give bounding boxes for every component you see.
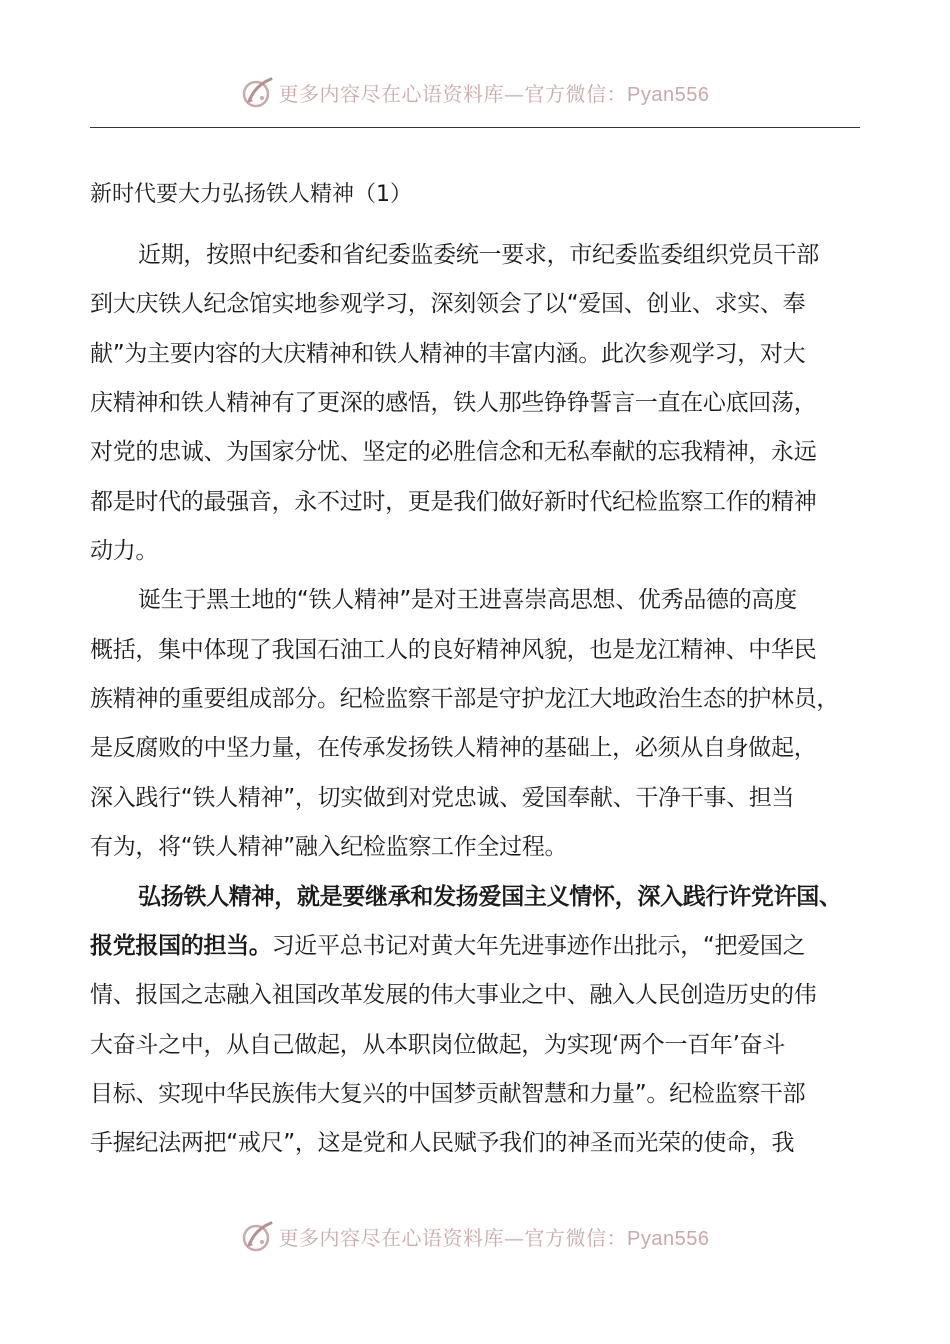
paragraph-2-line: 有为，将“铁人精神”融入纪检监察工作全过程。: [90, 834, 568, 860]
paragraph-1-line: 近期，按照中纪委和省纪委监委统一要求，市纪委监委组织党员干部: [138, 242, 820, 268]
watermark-text: 更多内容尽在心语资料库—官方微信：Pyan556: [278, 81, 710, 106]
paragraph-1-line: 到大庆铁人纪念馆实地参观学习，深刻领会了以“爱国、创业、求实、奉: [90, 291, 806, 317]
paragraph-1-line: 庆精神和铁人精神有了更深的感悟，铁人那些铮铮誓言一直在心底回荡，: [90, 390, 817, 416]
document-title: 新时代要大力弘扬铁人精神（1）: [90, 182, 412, 207]
header-divider: [90, 127, 860, 128]
footer-watermark: [0, 1214, 950, 1258]
bold-thesis: 弘扬铁人精神，就是要继承和发扬爱国主义情怀，深入践行许党许国、: [138, 884, 842, 910]
ink-brush-logo-icon: [241, 75, 275, 109]
paragraph-2-line: 族精神的重要组成部分。纪检监察干部是守护龙江大地政治生态的护林员，: [90, 686, 840, 712]
paragraph-3-text: 习近平总书记对黄大年先进事迹作出批示，“把爱国之: [271, 933, 806, 959]
paragraph-1-line: 都是时代的最强音，永不过时，更是我们做好新时代纪检监察工作的精神: [90, 489, 817, 515]
paragraph-2-line: 概括，集中体现了我国石油工人的良好精神风貌，也是龙江精神、中华民: [90, 637, 817, 663]
paragraph-3-line: [90, 928, 865, 964]
paragraph-1-line: 动力。: [90, 538, 159, 564]
watermark-text: 更多内容尽在心语资料库—官方微信：Pyan556: [278, 1225, 710, 1250]
paragraph-2-line: 诞生于黑土地的“铁人精神”是对王进喜崇高思想、优秀品德的高度: [138, 587, 797, 613]
paragraph-3-line: 目标、实现中华民族伟大复兴的中国梦贡献智慧和力量”。纪检监察干部: [90, 1081, 806, 1107]
header-watermark: [0, 70, 950, 114]
bold-thesis: 报党报国的担当。: [90, 933, 272, 959]
paragraph-3-line: [138, 879, 865, 915]
paragraph-1-line: 对党的忠诚、为国家分忧、坚定的必胜信念和无私奉献的忘我精神，永远: [90, 439, 817, 465]
paragraph-2-line: 是反腐败的中坚力量，在传承发扬铁人精神的基础上，必须从自身做起，: [90, 735, 817, 761]
watermark-account: Pyan556: [627, 1227, 710, 1250]
paragraph-2-line: 深入践行“铁人精神”，切实做到对党忠诚、爱国奉献、干净干事、担当: [90, 785, 795, 811]
paragraph-1-line: 献”为主要内容的大庆精神和铁人精神的丰富内涵。此次参观学习，对大: [90, 341, 806, 367]
ink-brush-logo-icon: [241, 1219, 275, 1253]
watermark-account: Pyan556: [627, 83, 710, 106]
paragraph-3-line: 大奋斗之中，从自己做起，从本职岗位做起，为实现‘两个一百年’奋斗: [90, 1032, 786, 1058]
paragraph-3-line: 手握纪法两把“戒尺”，这是党和人民赋予我们的神圣而光荣的使命，我: [90, 1130, 795, 1156]
paragraph-3-line: 情、报国之志融入祖国改革发展的伟大事业之中、融入人民创造历史的伟: [90, 982, 817, 1008]
